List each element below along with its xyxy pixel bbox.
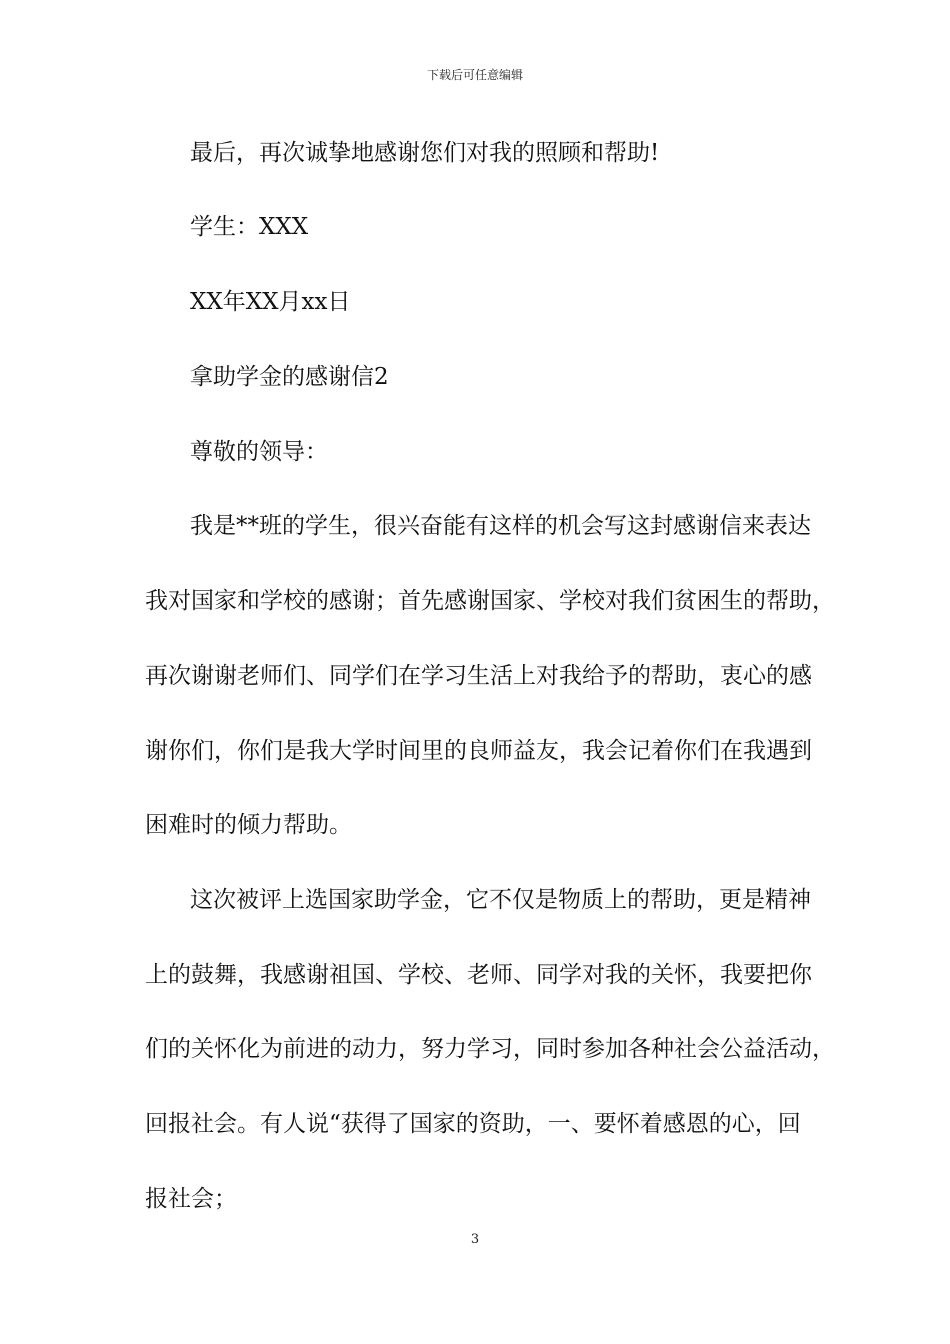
- paragraph-2-line-1: 这次被评上选国家助学金，它不仅是物质上的帮助，更是精神: [190, 887, 811, 913]
- page-header-note: 下载后可任意编辑: [426, 68, 523, 82]
- paragraph-2-line-2: 上的鼓舞，我感谢祖国、学校、老师、同学对我的关怀，我要把你: [145, 962, 812, 988]
- signature-student: 学生：XXX: [190, 214, 309, 240]
- page-number: 3: [470, 1232, 480, 1247]
- paragraph-2-line-4: 回报社会。有人说“获得了国家的资助，一、要怀着感恩的心，回: [145, 1111, 801, 1137]
- paragraph-2-line-3: 们的关怀化为前进的动力，努力学习，同时参加各种社会公益活动，: [145, 1036, 835, 1062]
- paragraph-1-line-3: 再次谢谢老师们、同学们在学习生活上对我给予的帮助，衷心的感: [145, 663, 812, 689]
- paragraph-1-line-2: 我对国家和学校的感谢；首先感谢国家、学校对我们贫困生的帮助，: [145, 588, 835, 614]
- closing-thanks-line: 最后，再次诚挚地感谢您们对我的照顾和帮助!: [190, 140, 660, 166]
- paragraph-1-line-5: 困难时的倾力帮助。: [145, 812, 352, 838]
- signature-date: XX年XX月xx日: [190, 289, 351, 315]
- letter-salutation: 尊敬的领导：: [190, 439, 328, 465]
- paragraph-1-line-1: 我是**班的学生，很兴奋能有这样的机会写这封感谢信来表达: [190, 513, 811, 539]
- paragraph-2-line-5: 报社会；: [145, 1186, 237, 1212]
- letter-title: 拿助学金的感谢信2: [190, 364, 389, 390]
- paragraph-1-line-4: 谢你们，你们是我大学时间里的良师益友，我会记着你们在我遇到: [145, 738, 812, 764]
